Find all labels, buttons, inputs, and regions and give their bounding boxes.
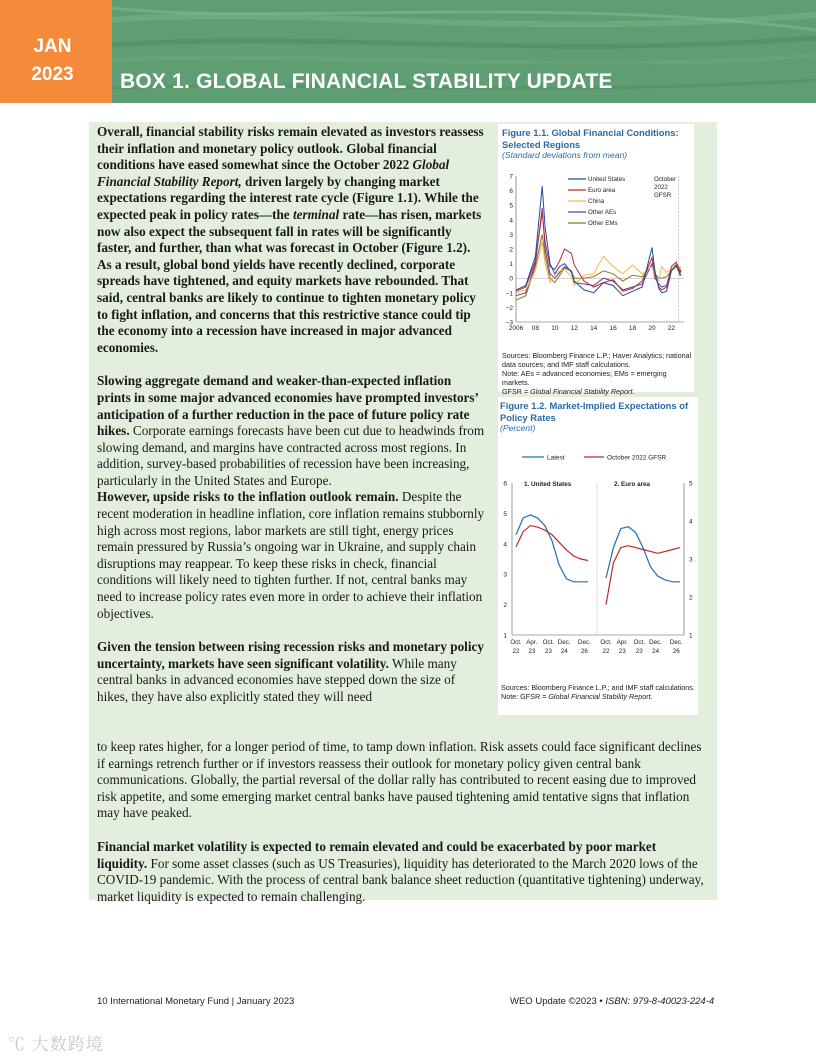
legend-label: Latest	[547, 454, 565, 462]
y-tick-label: 1	[509, 261, 513, 269]
footer-left: 10 International Monetary Fund | January 2023	[97, 996, 295, 1007]
date-year: 2023	[31, 64, 74, 85]
fig1-subtitle: (Standard deviations from mean)	[502, 150, 628, 160]
date-block	[0, 0, 112, 103]
x-tick-label: 2006	[508, 325, 524, 332]
legend-label: Euro area	[588, 187, 616, 195]
fig2-note-1: Sources: Bloomberg Finance L.P.; and IMF staff calculations.	[501, 683, 695, 692]
fig1-title-1: Figure 1.1. Global Financial Conditions:	[502, 127, 679, 138]
p5-lead: Financial market volatility is expected to remain elevated and could be exacerbated by poor market liquidity.	[97, 838, 657, 871]
fig2-note-2	[501, 692, 697, 701]
panel-title: 2. Euro area	[614, 481, 651, 488]
x-tick-label: 20	[648, 325, 656, 332]
full-width-text	[97, 739, 709, 905]
series-line	[606, 546, 680, 605]
gfsr-annotation: 2022	[654, 184, 668, 191]
y-tick-label: −3	[505, 319, 513, 327]
paragraph-3	[97, 489, 485, 622]
fig2-subtitle: (Percent)	[500, 423, 536, 433]
x-tick-label: Dec.	[669, 639, 683, 646]
y-tick-label: 4	[689, 518, 693, 526]
p1-italic-terminal: terminal	[292, 206, 340, 222]
y-tick-label: 3	[509, 231, 513, 239]
fig1-note-2: data sources; and IMF staff calculations.	[502, 360, 631, 369]
x-tick-label-year: 24	[652, 648, 660, 655]
watermark-text: 大数跨境	[31, 1035, 104, 1054]
y-tick-label: 2	[503, 602, 507, 610]
p1-italic: Global Financial Stability Report,	[97, 157, 450, 189]
y-tick-label: −2	[505, 304, 513, 312]
x-tick-label-year: 22	[512, 648, 520, 655]
p1-text-b: driven largely by changing market expectations regarding the interest rate cycle (Figure 1.1). While the expected peak in policy rates—the	[97, 173, 479, 222]
fig1-title-2: Selected Regions	[502, 138, 581, 150]
figure-1-1	[498, 124, 694, 396]
fig2-title-2: Policy Rates	[500, 411, 556, 423]
y-tick-label: 7	[509, 173, 513, 181]
gfsr-annotation: October	[654, 176, 677, 183]
footer-isbn: ISBN: 979-8-40023-224-4	[605, 996, 715, 1007]
x-tick-label: 18	[628, 325, 637, 332]
p2-body: Corporate earnings forecasts have been cut due to headwinds from slowing demand, and margins have contracted across most regions. In addition, survey-based probabilities of recession have been increasing, particularly in the United States and Europe.	[97, 423, 485, 488]
series-line	[516, 526, 588, 561]
y-tick-label: 3	[689, 556, 693, 564]
x-tick-label: Apr.	[616, 639, 628, 646]
legend-label: United States	[588, 176, 626, 184]
y-tick-label: 5	[503, 510, 507, 518]
footer-right-a: WEO Update ©2023 •	[510, 996, 606, 1007]
x-tick-label: 08	[531, 325, 540, 332]
x-tick-label-year: 23	[635, 648, 643, 655]
x-tick-label-year: 23	[528, 648, 536, 655]
p5-body: For some asset classes (such as US Treasuries), liquidity has deteriorated to the March 2020 lows of the COVID-19 pandemic. With the process of central bank balance sheet reduction (quantitative tightening) underway, market liquidity is expected to remain challenging.	[97, 855, 704, 904]
x-tick-label: 10	[551, 325, 559, 332]
p4-body-a: While many central banks in advanced economies have stepped down the size of hikes, they have also explicitly stated they will need	[97, 655, 457, 704]
paragraph-5	[97, 839, 709, 905]
x-tick-label: Dec.	[557, 639, 571, 646]
legend-label: Other AEs	[588, 209, 617, 217]
y-tick-label: 0	[509, 275, 513, 283]
series-line	[516, 234, 681, 300]
watermark-logo	[8, 1030, 104, 1055]
fig1-note-4b: Global Financial Stability Report.	[530, 387, 635, 396]
x-tick-label-year: 26	[580, 648, 588, 655]
fig1-note-3: Note: AEs = advanced economies; EMs = emerging markets.	[502, 369, 667, 387]
x-tick-label-year: 22	[602, 648, 610, 655]
x-tick-label-year: 23	[544, 648, 552, 655]
x-tick-label: Oct.	[510, 639, 522, 646]
page-header	[0, 0, 816, 103]
x-tick-label: Oct.	[600, 639, 612, 646]
box-title: BOX 1. GLOBAL FINANCIAL STABILITY UPDATE	[120, 70, 613, 93]
paragraph-2	[97, 373, 485, 489]
y-tick-label: 4	[503, 541, 507, 549]
y-tick-label: 5	[689, 480, 693, 488]
chart-policy-rates	[498, 445, 698, 685]
legend-label: Other EMs	[588, 220, 618, 228]
x-tick-label: Oct.	[542, 639, 555, 646]
p1-text-c: rate—has risen, markets now also expect the subsequent fall in rates will be significantly faster, and further, than what was forecast in October (Figure 1.2). As a result, global bond yields have recently declined, corporate spreads have tightened, and equity markets have rebounded. That said, central banks are likely to continue to tighten monetary policy to fight inflation, and concerns that this restrictive stance could tip the economy into a recession have increased in major advanced economies.	[97, 206, 482, 355]
date-month: JAN	[33, 36, 72, 57]
x-tick-label: Oct.	[633, 639, 646, 646]
y-tick-label: 1	[689, 632, 693, 640]
x-tick-label-year: 24	[560, 648, 568, 655]
fig2-title-1: Figure 1.2. Market-Implied Expectations of	[500, 400, 689, 411]
fig2-note-2a: Note: GFSR =	[501, 692, 549, 701]
fig1-note-4	[502, 387, 694, 396]
x-tick-label: 22	[667, 325, 675, 332]
series-line	[516, 515, 588, 582]
p3-body: Despite the recent moderation in headline inflation, core inflation remains stubbornly high across most regions, labor markets are still tight, energy prices remain pressured by Russia’s ongoing war in Ukraine, and supply chain disruptions may reappear. To keep these risks in check, financial conditions will likely need to tighten further. If not, central banks may need to increase policy rates even more in order to achieve their inflation objectives.	[97, 489, 485, 621]
y-tick-label: 3	[503, 571, 507, 579]
x-tick-label: Dec.	[577, 639, 591, 646]
p3-lead: However, upside risks to the inflation outlook remain.	[97, 489, 399, 505]
watermark-icon: ℃	[8, 1035, 26, 1054]
text-column	[97, 124, 485, 706]
x-tick-label-year: 26	[672, 648, 680, 655]
y-tick-label: 2	[509, 246, 513, 254]
footer-right	[510, 996, 714, 1007]
paragraph-4b: to keep rates higher, for a longer period of time, to tamp down inflation. Risk assets could face significant declines if earnings retrench further or if investors reassess their outlook for monetary policy given central bank communications. Globally, the partial reversal of the dollar rally has contributed to recent easing due to improved risk appetite, and some emerging market central banks have paused tightening amid tentative signs that inflation may have peaked.	[97, 739, 702, 821]
fig2-note-2b: Global Financial Stability Report.	[548, 692, 653, 701]
y-tick-label: 4	[509, 217, 513, 225]
legend-label: China	[588, 198, 605, 206]
fig1-note-1: Sources: Bloomberg Finance L.P.; Haver Analytics; national	[502, 351, 692, 360]
y-tick-label: 1	[503, 632, 507, 640]
x-tick-label: 12	[570, 325, 578, 332]
paragraph-4a	[97, 639, 485, 705]
gfsr-annotation: GFSR	[654, 192, 672, 199]
fig1-note-4a: GFSR =	[502, 387, 531, 396]
p1-text-a: Overall, financial stability risks remain elevated as investors reassess their inflation and monetary policy outlook. Global financial conditions have eased somewhat since the October 2022	[97, 124, 484, 173]
x-tick-label: Dec.	[649, 639, 663, 646]
panel-title: 1. United States	[524, 481, 572, 488]
y-tick-label: −1	[505, 290, 513, 298]
p4-lead: Given the tension between rising recession risks and monetary policy uncertainty, markets have seen significant volatility.	[97, 639, 484, 671]
figure-1-2	[498, 397, 698, 715]
y-tick-label: 5	[509, 202, 513, 210]
x-tick-label: 14	[590, 325, 598, 332]
paragraph-1	[97, 124, 485, 356]
x-tick-label: 16	[609, 325, 617, 332]
y-tick-label: 6	[509, 188, 513, 196]
legend-label: October 2022 GFSR	[607, 454, 667, 462]
y-tick-label: 2	[689, 594, 693, 602]
p2-lead: Slowing aggregate demand and weaker-than-expected inflation prints in some major advanced economies have prompted investors’ anticipation of a further reduction in the pace of future policy rate hikes.	[97, 373, 478, 439]
x-tick-label: Apr.	[526, 639, 538, 646]
y-tick-label: 6	[503, 480, 507, 488]
x-tick-label-year: 23	[618, 648, 626, 655]
